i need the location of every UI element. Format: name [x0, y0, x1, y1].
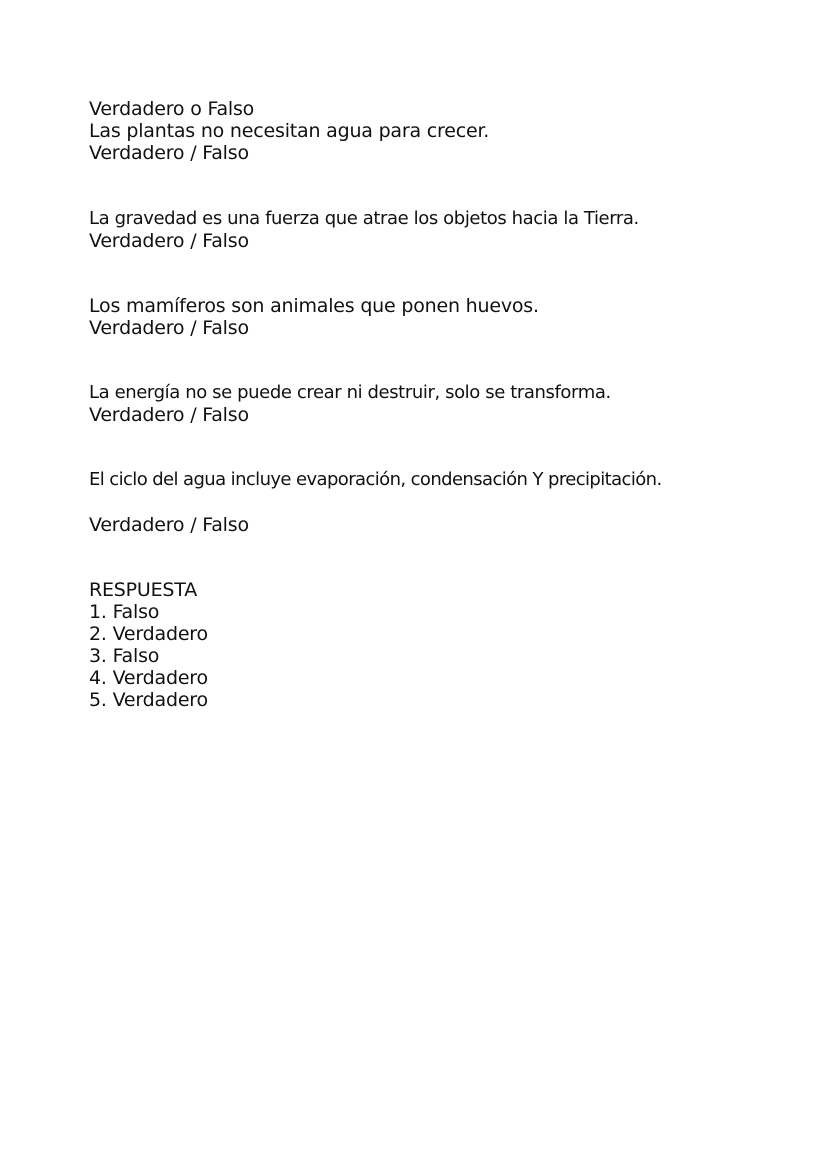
answers-heading: RESPUESTA	[89, 579, 198, 601]
question-3-statement: Los mamíferos son animales que ponen huevos.	[89, 295, 539, 317]
answer-item-5: 5. Verdadero	[89, 689, 208, 711]
question-1-options: Verdadero / Falso	[89, 142, 249, 164]
answer-item-1: 1. Falso	[89, 601, 160, 623]
document-title: Verdadero o Falso	[89, 98, 255, 120]
question-2-statement: La gravedad es una fuerza que atrae los objetos hacia la Tierra.	[89, 208, 639, 229]
answer-item-4: 4. Verdadero	[89, 667, 208, 689]
question-4-statement: La energía no se puede crear ni destruir, solo se transforma.	[89, 382, 611, 403]
answer-item-3: 3. Falso	[89, 645, 160, 667]
question-5-statement: El ciclo del agua incluye evaporación, condensación Y precipitación.	[89, 469, 662, 490]
question-5-options: Verdadero / Falso	[89, 514, 249, 536]
question-2-options: Verdadero / Falso	[89, 230, 249, 252]
question-1-statement: Las plantas no necesitan agua para crecer.	[89, 120, 490, 142]
question-4-options: Verdadero / Falso	[89, 404, 249, 426]
answer-item-2: 2. Verdadero	[89, 623, 208, 645]
question-3-options: Verdadero / Falso	[89, 317, 249, 339]
